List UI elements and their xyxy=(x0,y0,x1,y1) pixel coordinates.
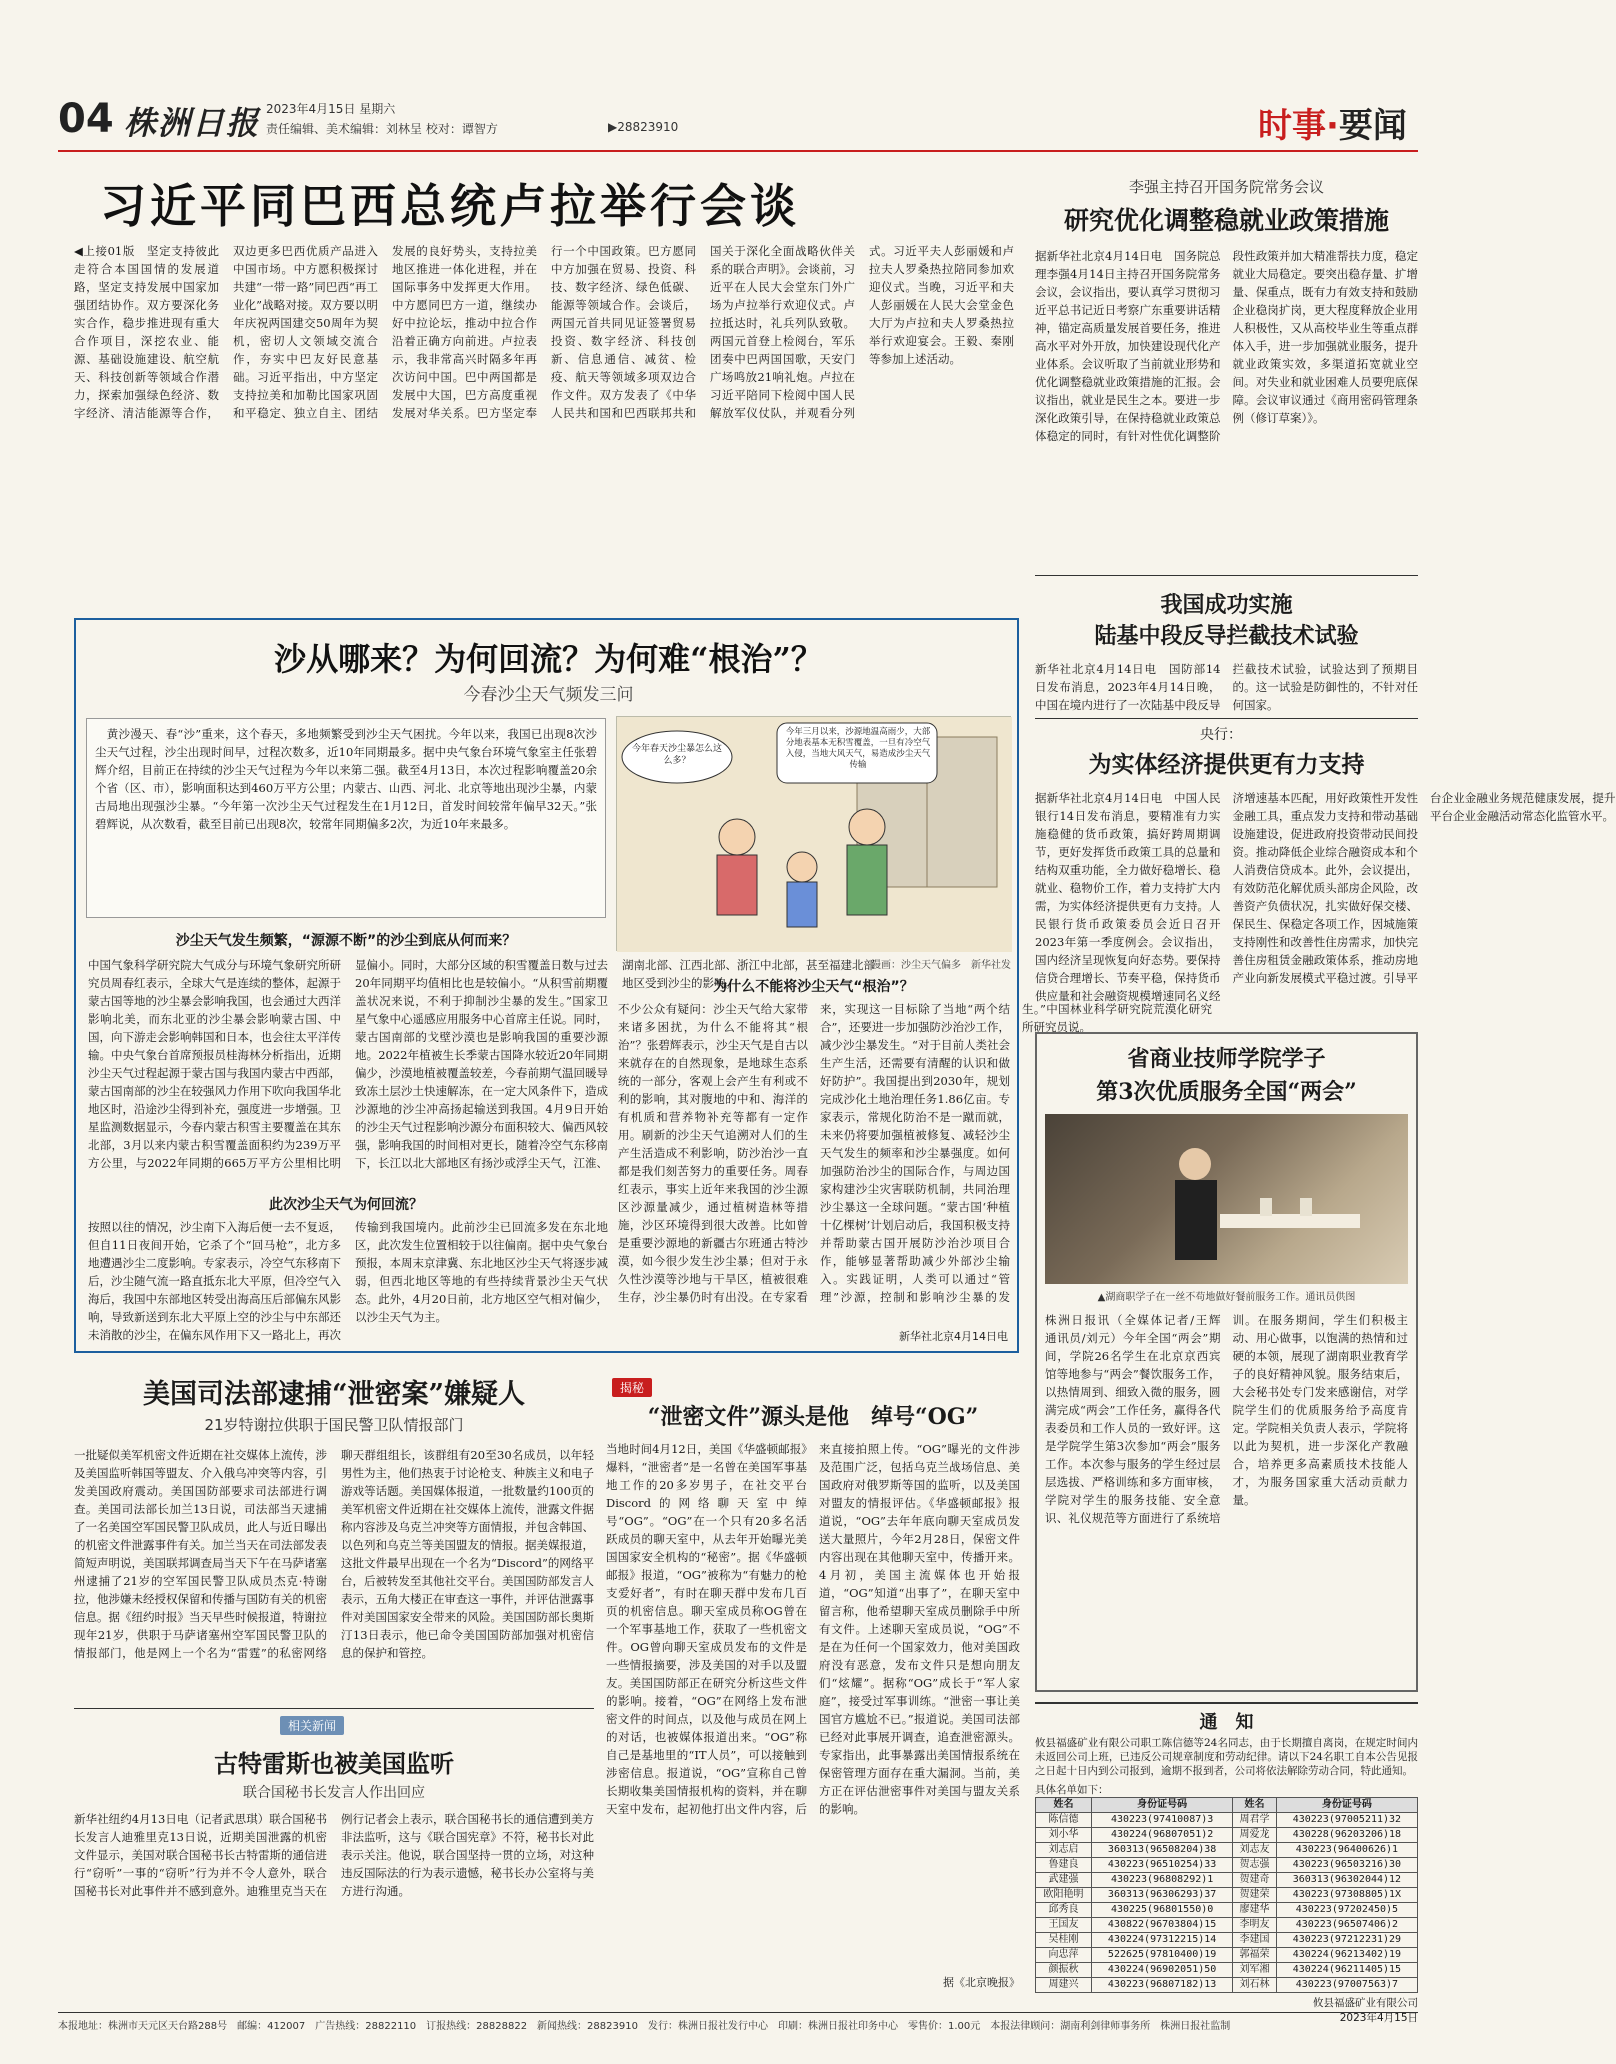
table-cell-name: 刘小华 xyxy=(1036,1828,1092,1843)
table-cell-name: 刘志启 xyxy=(1036,1843,1092,1858)
table-cell-name: 吴桂刚 xyxy=(1036,1933,1092,1948)
table-cell-name: 廖建华 xyxy=(1233,1903,1277,1918)
page-footer: 本报地址：株洲市天元区天台路288号 邮编：412007 广告热线：28822110 订报热线：28828822 新闻热线：28823910 发行：株洲日报社发行中心 印刷：株洲日报社印务中心 零售价：1.00元 本报法律顾问：湖南利剑律师事务所 株洲日报社监制 xyxy=(58,2012,1418,2032)
us-justice-subtitle: 21岁特谢拉供职于国民警卫队情报部门 xyxy=(204,1416,464,1434)
table-cell-name: 李建国 xyxy=(1233,1933,1277,1948)
table-cell-id: 430223(97202450)5 xyxy=(1276,1903,1417,1918)
table-cell-name: 贺志强 xyxy=(1233,1858,1277,1873)
table-cell-name: 颜振秋 xyxy=(1036,1963,1092,1978)
us-justice-title: 美国司法部逮捕“泄密案”嫌疑人 xyxy=(142,1379,526,1410)
guterres-subtitle: 联合国秘书长发言人作出回应 xyxy=(243,1785,425,1801)
table-cell-name: 周建兴 xyxy=(1036,1978,1092,1993)
table-cell-name: 郭福荣 xyxy=(1233,1948,1277,1963)
state-council-title: 研究优化调整稳就业政策措施 xyxy=(1063,206,1389,235)
q1-body: 中国气象科学研究院大气成分与环境气象研究所研究员周春红表示，全球大气是连续的整体，起源于蒙古国等地的沙尘暴会影响我国，也会通过大西洋影响北美，而东北亚的沙尘暴会影响蒙古国、中国，向下游走会影响韩国和日本，也会往太平洋传输。中央气象台首席预报员桂海林分析指出，近期沙尘天气过程起源于蒙古国与我国内蒙古中西部，蒙古国南部的沙尘在较强风力作用下吹向我国华北地区时，沿途沙尘得到补充，强度进一步增强。卫星监测数据显示，今春内蒙古积雪主要覆盖在其东北部，3月以来内蒙古积雪覆盖面积约为239万平方公里，与2022年同期的665万平方公里相比明显偏小。同时，大部分区域的积雪覆盖日数与过去20年同期平均值相比也是较偏小。“从积雪前期覆盖状况来说，不利于抑制沙尘暴的发生。”国家卫星气象中心遥感应用服务中心首席主任说。同时，蒙古国南部的戈壁沙漠也是影响我国的重要沙源地。2022年植被生长季蒙古国降水较近20年同期偏少，沙漠地植被覆盖较差，今春前期气温回暖导致冻土层沙土快速解冻，在一定大风条件下，造成沙源地的沙尘冲高扬起输送到我国。4月9日开始的沙尘天气过程影响沙源分布面积较大、偏西风较强，影响我国的时间相对更长，随着冷空气东移南下，长江以北大部地区有扬沙或浮尘天气，江淮、湖南北部、江西北部、浙江中北部，甚至福建北部地区受到沙尘的影响。 xyxy=(88,958,875,1170)
cartoon-caption: 漫画：沙尘天气偏多 新华社发 xyxy=(871,960,1011,971)
vocational-article xyxy=(1035,1032,1418,1692)
table-cell-name: 欧阳艳明 xyxy=(1036,1888,1092,1903)
pboc-kicker: 央行： xyxy=(1200,727,1242,743)
cartoon-bubble-1: 今年春天沙尘暴怎么这么多？ xyxy=(631,744,722,766)
table-cell-id: 430224(96902051)50 xyxy=(1092,1963,1233,1978)
table-cell-id: 522625(97810400)19 xyxy=(1092,1948,1233,1963)
pboc-article xyxy=(1035,724,1616,1007)
table-cell-id: 430223(96510254)33 xyxy=(1092,1858,1233,1873)
table-cell-id: 430223(96503216)30 xyxy=(1276,1858,1417,1873)
table-cell-id: 430224(96807051)2 xyxy=(1092,1828,1233,1843)
vocational-body: 株洲日报讯（全媒体记者/王辉 通讯员/刘元）今年全国“两会”期间，学院26名学生在北京京西宾馆等地参与“两会”餐饮服务工作，以热情周到、细致入微的服务，圆满完成“两会”工作任务，赢得各代表委员和工作人员的一致好评。这是学院学生第3次参加“两会”服务工作。本次参与服务的学生经过层层选拔、严格训练和多方面审核，学院对学生的服务技能、安全意识、礼仪规范等方面进行了系统培训。在服务期间，学生们积极主动、用心做事，以饱满的热情和过硬的本领，展现了湖南职业教育学子的良好精神风貌。服务结束后，大会秘书处专门发来感谢信，对学院学生们的优质服务给予高度肯定。学院相关负责人表示，学院将以此为契机，进一步深化产教融合，培养更多高素质技术技能人才，为服务国家重大活动贡献力量。 xyxy=(1045,1313,1408,1525)
table-cell-name: 邱秀良 xyxy=(1036,1903,1092,1918)
table-cell-name: 王国友 xyxy=(1036,1918,1092,1933)
table-cell-name: 刘志友 xyxy=(1233,1843,1277,1858)
lead-body: ◀上接01版 坚定支持彼此走符合本国国情的发展道路，坚定支持发展中国家加强团结协作。双方要深化务实合作，稳步推进现有重大合作项目，深挖农业、能源、基础设施建设、航空航天、科技创新等领域合作潜力，探索加强绿色经济、数字经济、清洁能源等合作，双边更多巴西优质产品进入中国市场。中方愿积极探讨共建“一带一路”同巴西“再工业化”战略对接。双方要以明年庆祝两国建交50周年为契机，密切人文领域交流合作，夯实中巴友好民意基础。习近平指出，中方坚定支持拉美和加勒比国家巩固和平稳定、独立自主、团结发展的良好势头，支持拉美地区推进一体化进程，并在国际事务中发挥更大作用。中方愿同巴方一道，继续办好中拉论坛，推动中拉合作沿着正确方向前进。卢拉表示，我非常高兴时隔多年再次访问中国。巴中两国都是发展中大国，巴方高度重视发展对华关系。巴方坚定奉行一个中国政策。巴方愿同中方加强在贸易、投资、科技、数字经济、绿色低碳、能源等领域合作。会谈后，两国元首共同见证签署贸易投资、数字经济、科技创新、信息通信、减贫、检疫、航天等领域多项双边合作文件。双方发表了《中华人民共和国和巴西联邦共和国关于深化全面战略伙伴关系的联合声明》。会谈前，习近平在人民大会堂东门外广场为卢拉举行欢迎仪式。卢拉抵达时，礼兵列队致敬。两国元首登上检阅台，军乐团奏中巴两国国歌，天安门广场鸣放21响礼炮。卢拉在习近平陪同下检阅中国人民解放军仪仗队，并观看分列式。习近平夫人彭丽媛和卢拉夫人罗桑热拉陪同参加欢迎仪式。当晚，习近平和夫人彭丽媛在人民大会堂金色大厅为卢拉和夫人罗桑热拉举行欢迎宴会。王毅、秦刚等参加上述活动。 xyxy=(74,244,1014,420)
q2-title: 此次沙尘天气为何回流？ xyxy=(269,1197,423,1213)
table-cell-id: 430223(97212231)29 xyxy=(1276,1933,1417,1948)
table-cell-id: 430223(97308805)1X xyxy=(1276,1888,1417,1903)
editors: 责任编辑、美术编辑：刘林呈 校对：谭智方 xyxy=(266,122,498,136)
section-main: 时事 xyxy=(1258,106,1326,146)
pboc-body: 据新华社北京4月14日电 中国人民银行14日发布消息，要精准有力实施稳健的货币政策，搞好跨周期调节，更好发挥货币政策工具的总量和结构双重功能，全力做好稳增长、稳就业、稳物价工作，着力支持扩大内需，为实体经济提供更有力支持。人民银行货币政策委员会近日召开2023年第一季度例会。会议指出，国内经济呈现恢复向好态势。要保持信贷合理增长、节奏平稳，保持货币供应量和社会融资规模增速同名义经济增速基本匹配，用好政策性开发性金融工具，重点发力支持和带动基础设施建设，促进政府投资带动民间投资。推动降低企业综合融资成本和个人消费信贷成本。此外，会议提出，有效防范化解优质头部房企风险，改善资产负债状况，扎实做好保交楼、保民生、保稳定各项工作，因城施策支持刚性和改善性住房需求，加快完善住房租赁金融政策体系，推动房地产业向新发展模式平稳过渡。引导平台企业金融业务规范健康发展，提升平台企业金融活动常态化监管水平。 xyxy=(1035,791,1616,1003)
dust-intro-box xyxy=(86,718,606,918)
table-row xyxy=(1036,1933,1418,1948)
q1-title: 沙尘天气发生频繁，“源源不断”的沙尘到底从何而来？ xyxy=(175,933,517,949)
notice-body: 攸县福盛矿业有限公司职工陈信德等24名同志，由于长期擅自离岗，在规定时间内未返回公司上班，已违反公司规章制度和劳动纪律。请以下24名职工自本公告见报之日起十日内到公司报到，逾期不报到者，公司将依法解除劳动合同，特此通知。 xyxy=(1035,1737,1418,1777)
state-council-body: 据新华社北京4月14日电 国务院总理李强4月14日主持召开国务院常务会议，会议指出，要认真学习贯彻习近平总书记近日考察广东重要讲话精神，锚定高质量发展首要任务，推进高水平对外开放，加快建设现代化产业体系。会议听取了当前就业形势和优化调整稳就业政策措施的汇报。会议指出，就业是民生之本。要进一步深化政策引导，在保持稳就业政策总体稳定的同时，有针对性优化调整阶段性政策并加大精准帮扶力度，稳定就业大局稳定。要突出稳存量、扩增量、保重点，既有力有效支持和鼓励企业稳岗扩岗，更大程度释放企业用人积极性，又从高校毕业生等重点群体入手，进一步加强就业服务，提升就业政策实效，多渠道拓宽就业空间。对失业和就业困难人员要兜底保障。会议审议通过《商用密码管理条例（修订草案）》。 xyxy=(1035,249,1418,443)
divider xyxy=(74,1708,594,1709)
lead-title: 习近平同巴西总统卢拉举行会谈 xyxy=(100,179,800,233)
table-cell-name: 刘石林 xyxy=(1233,1978,1277,1993)
guterres-title: 古特雷斯也被美国监听 xyxy=(214,1749,454,1778)
table-cell-id: 430223(96808292)1 xyxy=(1092,1873,1233,1888)
notice-date: 2023年4月15日 xyxy=(1339,2012,1418,2024)
table-cell-id: 430225(96801550)0 xyxy=(1092,1903,1233,1918)
table-cell-name: 贺建荣 xyxy=(1233,1888,1277,1903)
notice-table xyxy=(1035,1797,1418,1993)
col-name: 姓名 xyxy=(1036,1798,1092,1813)
og-credit: 据《北京晚报》 xyxy=(943,1976,1020,1989)
table-cell-name: 向忠萍 xyxy=(1036,1948,1092,1963)
table-cell-id: 360313(96306293)37 xyxy=(1092,1888,1233,1903)
q3-body: 不少公众有疑问：沙尘天气给大家带来诸多困扰，为什么不能将其“根治”？张碧辉表示，沙尘天气是自古以来就存在的自然现象，是地球生态系统的一部分，客观上会产生有利或不利的影响，其对腹地的中和、海洋的有机质和营养物补充等都有一定作用。刷新的沙尘天气追溯对人们的生产生活造成不利影响，防沙治沙一直都是我们刻苦努力的重要任务。周春红表示，事实上近年来我国的沙尘源区沙源量减少，通过植树造林等措施，沙区环境得到很大改善。比如曾是重要沙源地的新疆古尔班通古特沙漠，如今很少发生沙尘暴；但对于永久性沙漠等沙地与干旱区，植被很难生存，沙尘暴仍时有出没。在专家看来，实现这一目标除了当地“两个结合”，还要进一步加强防沙治沙工作，减少沙尘暴发生。“对于目前人类社会生产生活，还需要有清醒的认识和做好防护”。我国提出到2030年，规划完成沙化土地治理任务1.86亿亩。专家表示，常规化防治不是一蹴而就，未来仍将要加强植被修复、减轻沙尘天气发生的频率和沙尘暴强度。如何加强防治沙尘的国际合作，与周边国家构建沙尘灾害联防机制，共同治理沙尘暴这一全球问题。“蒙古国‘种植十亿棵树’计划启动后，我国积极支持并帮助蒙古国开展防沙治沙项目合作，能够显著帮助减少外部沙尘输入。实践证明，人类可以通过“管理”沙源，控制和影响沙尘暴的发生。”中国林业科学研究院荒漠化研究所研究员说。 xyxy=(618,1002,1212,1304)
table-cell-name: 武建强 xyxy=(1036,1873,1092,1888)
table-cell-id: 430223(96400626)1 xyxy=(1276,1843,1417,1858)
col-id: 身份证号码 xyxy=(1092,1798,1233,1813)
table-cell-name: 贺建奇 xyxy=(1233,1873,1277,1888)
state-council-article xyxy=(1035,176,1418,571)
missile-title-2: 陆基中段反导拦截技术试验 xyxy=(1094,623,1359,649)
related-news-tag: 相关新闻 xyxy=(280,1716,344,1735)
missile-body: 新华社北京4月14日电 国防部14日发布消息，2023年4月14日晚，中国在境内进行了一次陆基中段反导拦截技术试验，试验达到了预期目的。这一试验是防御性的，不针对任何国家。 xyxy=(1035,662,1418,712)
table-row xyxy=(1036,1903,1418,1918)
table-cell-name: 周爱龙 xyxy=(1233,1828,1277,1843)
section-sub: 要闻 xyxy=(1338,106,1407,146)
dust-title: 沙从哪来？为何回流？为何难“根治”？ xyxy=(274,640,823,678)
table-cell-id: 430224(96211405)15 xyxy=(1276,1963,1417,1978)
divider xyxy=(1035,575,1418,576)
table-cell-id: 430223(97007563)7 xyxy=(1276,1978,1417,1993)
vocational-title-1: 省商业技师学院学子 xyxy=(1127,1046,1326,1072)
table-row xyxy=(1036,1843,1418,1858)
table-cell-id: 430223(97005211)32 xyxy=(1276,1813,1417,1828)
table-row xyxy=(1036,1918,1418,1933)
issue-date: 2023年4月15日 星期六 xyxy=(266,102,396,116)
notice-box xyxy=(1035,1702,1418,2024)
table-cell-id: 430223(96507406)2 xyxy=(1276,1918,1417,1933)
og-body: 当地时间4月12日，美国《华盛顿邮报》爆料，“泄密者”是一名曾在美国军事基地工作的20多岁男子，在社交平台Discord的网络聊天室中绰号“OG”。“OG”在一个只有20多名活跃成员的聊天室中，从去年开始曝光美国国家安全机构的“秘密”。据《华盛顿邮报》报道，“OG”被称为“有魅力的枪支爱好者”，有时在聊天群中发布几百页的机密信息。聊天室成员称OG曾在一个军事基地工作，获取了一些机密文件。OG曾向聊天室成员发布的文件是一些情报摘要，涉及美国的对手以及盟友。美国国防部正在研究分析这些文件的影响。接着，“OG”在网络上发布泄密文件的时间点，以及他与成员在网上的对话，也被媒体报道出来。“OG”称自己是基地里的“IT人员”，可以接触到涉密信息。报道说，“OG”宣称自己曾长期收集美国情报机构的资料，并在聊天室中发布，起初他打出文件内容，后来直接拍照上传。“OG”曝光的文件涉及范围广泛，包括乌克兰战场信息、美国政府对俄罗斯等国的监听，以及美国对盟友的情报评估。《华盛顿邮报》报道说，“OG”去年年底向聊天室成员发送大量照片，今年2月28日，保密文件内容出现在其他聊天室中，传播开来。4月初，美国主流媒体也开始报道，“OG”知道“出事了”，在聊天室中留言称，他希望聊天室成员删除手中所有文件。上述聊天室成员说，“OG”不是在为任何一个国家效力，他对美国政府没有恶意，发布文件只是想向朋友们“炫耀”。据称“OG”成长于“军人家庭”，接受过军事训练。“泄密一事让美国官方尴尬不已。”报道说。美国司法部已经对此事展开调查，追查泄密源头。专家指出，此事暴露出美国情报系统在保密管理方面存在重大漏洞。当前，美方正在评估泄密事件对美国与盟友关系的影响。 xyxy=(606,1442,1020,1816)
dust-intro: 黄沙漫天、春“沙”重来，这个春天，多地频繁受到沙尘天气困扰。今年以来，我国已出现8次沙尘天气过程，沙尘出现时间早，过程次数多，近10年同期最多。据中央气象台环境气象室主任张碧辉介绍，目前正在持续的沙尘天气过程为今年以来第二强。截至4月13日，本次过程影响覆盖20余个省（区、市），影响面积达到460万平方公里；内蒙古、山西、河北、北京等地出现沙尘暴，内蒙古局地出现强沙尘暴。“今年第一次沙尘天气过程发生在1月12日，首发时间较常年偏早32天。”张碧辉说，从次数看，截至目前已出现8次，较常年同期偏多2次，为近10年来最多。 xyxy=(95,727,597,831)
dust-feature-box xyxy=(74,618,1212,1353)
us-justice-body: 一批疑似美军机密文件近期在社交媒体上流传，涉及美国监听韩国等盟友、介入俄乌冲突等内容，引发美国政府震动。美国国防部要求司法部进行调查。美国司法部长加兰13日说，司法部当天逮捕了一名美国空军国民警卫队成员，此人与近日曝出的机密文件泄露事件有关。加兰当天在司法部发表简短声明说，美国联邦调查局当天下午在马萨诸塞州逮捕了21岁的空军国民警卫队成员杰克·特谢拉，他涉嫌未经授权保留和传播与国防有关的机密信息。据《纽约时报》当天早些时候报道，特谢拉现年21岁，供职于马萨诸塞州空军国民警卫队的情报部门，他是网上一个名为“雷霆”的私密网络聊天群组组长，该群组有20至30名成员，以年轻男性为主，他们热衷于讨论枪支、种族主义和电子游戏等话题。美国媒体报道，一批数量约100页的美军机密文件近期在社交媒体上流传，泄露文件据称内容涉及乌克兰冲突等方面情报，并包含韩国、以色列和乌克兰等美国盟友的情报。据美媒报道，这批文件最早出现在一个名为“Discord”的网络平台，后被转发至其他社交平台。美国国防部发言人表示，五角大楼正在审查这一事件，并评估泄露事件对美国国家安全带来的风险。美国国防部长奥斯汀13日表示，他已命令美国国防部加强对机密信息的保护和管控。 xyxy=(74,1448,594,1660)
table-cell-name: 李明友 xyxy=(1233,1918,1277,1933)
divider xyxy=(1035,718,1418,719)
phone: ▶28823910 xyxy=(608,120,679,134)
table-cell-id: 430223(97410087)3 xyxy=(1092,1813,1233,1828)
table-row xyxy=(1036,1963,1418,1978)
table-row xyxy=(1036,1888,1418,1903)
table-cell-name: 周君学 xyxy=(1233,1813,1277,1828)
q3-title: 为什么不能将沙尘天气“根治”？ xyxy=(713,979,914,995)
table-row xyxy=(1036,1948,1418,1963)
og-title: “泄密文件”源头是他 绰号“OG” xyxy=(647,1404,979,1430)
page-number: 04 xyxy=(58,96,114,142)
table-cell-name: 鲁建良 xyxy=(1036,1858,1092,1873)
table-row xyxy=(1036,1813,1418,1828)
notice-list-title: 具体名单如下： xyxy=(1035,1784,1109,1796)
table-cell-id: 360313(96508204)38 xyxy=(1092,1843,1233,1858)
cartoon-illustration xyxy=(616,716,1011,951)
table-cell-name: 陈信德 xyxy=(1036,1813,1092,1828)
table-cell-id: 360313(96302044)12 xyxy=(1276,1873,1417,1888)
q2-body: 按照以往的情况，沙尘南下入海后便一去不复返，但自11日夜间开始，它杀了个“回马枪”，北方多地遭遇沙尘二度影响。专家表示，冷空气东移南下后，沙尘随气流一路直抵东北大平原，但冷空气入海后，我国中东部地区转受出海高压后部偏东风影响，导致新送到东北大平原上空的沙尘与中东部还未消散的沙尘，在偏东风作用下又一路北上，再次传输到我国境内。此前沙尘已回流多发在东北地区，此次发生位置相较于以往偏南。据中央气象台预报，本周末京津冀、东北地区沙尘天气将逐步减弱，但西北地区等地的有些持续背景沙尘天气状态。此外，4月20日前，北方地区空气相对偏少，以沙尘天气为主。 xyxy=(88,1220,608,1342)
state-council-kicker: 李强主持召开国务院常务会议 xyxy=(1128,178,1324,196)
section-title xyxy=(1258,98,1407,147)
notice-signature: 攸县福盛矿业有限公司 xyxy=(1313,1997,1418,2009)
missile-article xyxy=(1035,588,1418,716)
col-name-2: 姓名 xyxy=(1233,1798,1277,1813)
photo-scene xyxy=(1045,1114,1408,1284)
section-sep: · xyxy=(1326,106,1339,146)
table-cell-id: 430224(96213402)19 xyxy=(1276,1948,1417,1963)
vocational-photo-caption: ▲湖商职学子在一丝不苟地做好餐前服务工作。通讯员供图 xyxy=(1097,1292,1356,1303)
table-cell-id: 430822(96703804)15 xyxy=(1092,1918,1233,1933)
table-cell-id: 430223(96807182)13 xyxy=(1092,1978,1233,1993)
dust-subtitle: 今春沙尘天气频发三问 xyxy=(463,685,634,705)
og-tag: 揭秘 xyxy=(612,1378,652,1397)
table-row xyxy=(1036,1858,1418,1873)
table-row xyxy=(1036,1828,1418,1843)
guterres-body: 新华社纽约4月13日电（记者武思琪）联合国秘书长发言人迪雅里克13日说，近期美国泄露的机密文件显示，美国对联合国秘书长古特雷斯的通信进行“窃听”一事的“窃听”行为并不令人意外，联合国秘书长对此事件并不感到意外。迪雅里克当天在例行记者会上表示，联合国秘书长的通信遭到美方非法监听，这与《联合国宪章》不符，秘书长对此表示关注。他说，联合国坚持一贯的立场，对这种违反国际法的行为表示遗憾，秘书长办公室将与美方进行沟通。 xyxy=(74,1812,594,1898)
table-row xyxy=(1036,1978,1418,1993)
table-cell-id: 430224(97312215)14 xyxy=(1092,1933,1233,1948)
pboc-title: 为实体经济提供更有力支持 xyxy=(1088,751,1365,778)
missile-title-1: 我国成功实施 xyxy=(1160,592,1293,618)
table-row xyxy=(1036,1873,1418,1888)
vocational-photo xyxy=(1045,1114,1408,1284)
dust-credit: 新华社北京4月14日电 xyxy=(899,1330,1008,1343)
notice-title: 通 知 xyxy=(1199,1712,1254,1733)
paper-logo: 株洲日报 xyxy=(124,104,261,142)
notice-rows xyxy=(1036,1813,1418,1993)
col-id-2: 身份证号码 xyxy=(1276,1798,1417,1813)
table-cell-id: 430228(96203206)18 xyxy=(1276,1828,1417,1843)
page-header xyxy=(58,86,1418,152)
cartoon-bubble-2: 今年三月以来，沙源地温高雨少，大部分地表基本无积雪覆盖，一旦有冷空气入侵，当地大风天气，易造成沙尘天气传输 xyxy=(785,727,931,770)
vocational-title-2: 第3次优质服务全国“两会” xyxy=(1096,1079,1357,1105)
table-cell-name: 刘军湘 xyxy=(1233,1963,1277,1978)
